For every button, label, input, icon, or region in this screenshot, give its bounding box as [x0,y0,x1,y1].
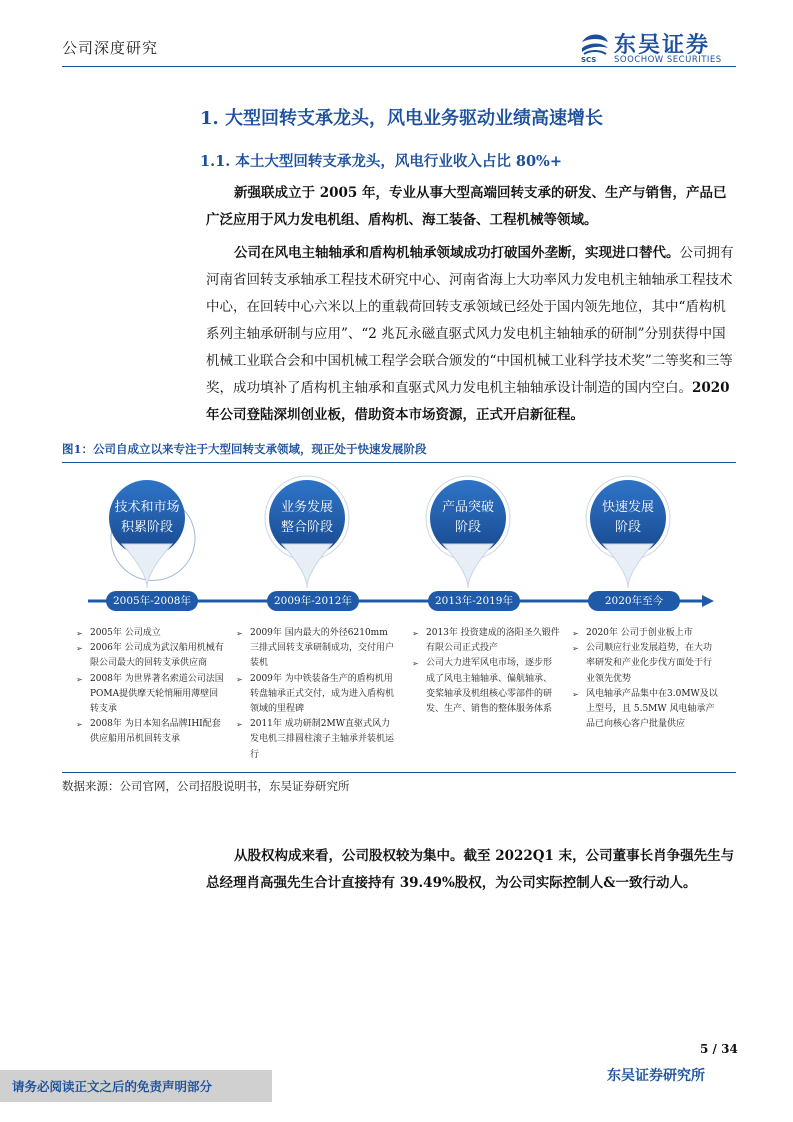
breakthrough-paragraph [206,240,738,429]
stage-1-name [107,498,187,538]
event-item: ➢ 2005年 公司成立 [76,626,224,641]
logo-abbreviation: SCS [581,56,597,64]
stage-3-name-line2: 阶段 [454,520,481,535]
stage-2-events [236,626,396,763]
stage-1-name-line1: 技术和市场 [114,500,180,515]
stage-4-events [572,626,720,732]
stage-4-period: 2020年至今 [588,591,680,611]
event-item: ➢ 公司顺应行业发展趋势，在大功率研发和产业化步伐方面处于行业领先优势 [572,641,720,687]
intro-paragraph [206,180,738,234]
header-divider [62,66,736,67]
event-item: ➢ 2011年 成功研制2MW直驱式风力发电机三排圆柱滚子主轴承并装机运行 [236,717,396,763]
page-number: 5 / 34 [700,1042,738,1056]
section-heading: 1. 大型回转支承龙头，风电业务驱动业绩高速增长 [200,108,604,129]
stage-3-period: 2013年-2019年 [428,591,520,611]
logo-english-name: SOOCHOW SECURITIES [614,55,722,65]
figure-source: 数据来源：公司官网，公司招股说明书，东吴证券研究所 [62,779,350,793]
stage-4-name [588,498,668,538]
stage-2-period: 2009年-2012年 [267,591,359,611]
breakthrough-tail: 2020 年公司登陆深圳创业板，借助资本市场资源，正式开启新征程。 [206,380,730,423]
shareholding-paragraph [206,843,738,897]
stage-1-name-line2: 积累阶段 [120,520,173,535]
event-item: ➢ 公司大力进军风电市场，逐步形成了风电主轴轴承、偏航轴承、变桨轴承及机组核心零部件的研发、生产、销售的整体服务体系 [412,656,560,717]
event-item: ➢ 2008年 为世界著名索道公司法国POMA提供摩天轮悄厢用薄壁回转支承 [76,672,224,718]
event-item: ➢ 2013年 投资建成的洛阳圣久锻件有限公司正式投产 [412,626,560,656]
stage-2-name [267,498,347,538]
stage-1-period: 2005年-2008年 [106,591,198,611]
stage-1-events [76,626,224,748]
report-section-label: 公司深度研究 [62,39,159,57]
event-item: ➢ 2009年 为中铁装备生产的盾构机用转盘轴承正式交付，成为进入盾构机领域的里程碑 [236,672,396,718]
event-item: ➢ 2020年 公司于创业板上市 [572,626,720,641]
stage-3-name [428,498,508,538]
logo-chinese-name: 东吴证券 [614,33,711,58]
timeline-arrow-icon [702,595,714,607]
figure-bottom-rule [62,772,736,773]
event-item: ➢ 2009年 国内最大的外径6210mm三排式回转支承研制成功，交付用户装机 [236,626,396,672]
footer-disclaimer: 请务必阅读正文之后的免责声明部分 [12,1079,213,1094]
event-item: ➢ 风电轴承产品集中在3.0MW及以上型号，且 5.5MW 风电轴承产品已向核心客户批量供应 [572,687,720,733]
stage-4-name-line1: 快速发展 [601,500,654,515]
shareholding-text: 从股权构成来看，公司股权较为集中。截至 2022Q1 末，公司董事长肖争强先生与总经理肖高强先生合计直接持有 39.49%股权，为公司实际控制人&一致行动人。 [206,848,735,891]
stage-4-name-line2: 阶段 [614,520,641,535]
stage-3-name-line1: 产品突破 [441,500,494,515]
subsection-heading: 1.1. 本土大型回转支承龙头，风电行业收入占比 80%+ [200,153,562,170]
figure-title: 图1：公司自成立以来专注于大型回转支承领域，现正处于快速发展阶段 [62,442,427,456]
footer-institute: 东吴证券研究所 [607,1068,705,1084]
event-item: ➢ 2008年 为日本知名品牌IHI配套供应船用吊机回转支承 [76,717,224,747]
breakthrough-body: 公司拥有河南省回转支承轴承工程技术研究中心、河南省海上大功率风力发电机主轴轴承工程技术中心，在回转中心六米以上的重载荷回转支承领域已经处于国内领先地位，其中“盾构机系列主轴承研制与应用”、“2 兆瓦永磁直驱式风力发电机主轴轴承的研制”分别获得中国机械工业联合会和中国机械工程学会联合颁发的“中国机械工业科学技术奖”二等奖和三等奖，成功填补了盾构机主轴承和直驱式风力发电机主轴轴承设计制造的国内空白。 [206,245,734,396]
stage-2-name-line2: 整合阶段 [280,520,333,535]
stage-2-name-line1: 业务发展 [280,500,333,515]
breakthrough-lead: 公司在风电主轴轴承和盾构机轴承领域成功打破国外垄断，实现进口替代。 [234,245,680,261]
intro-text: 新强联成立于 2005 年，专业从事大型高端回转支承的研发、生产与销售，产品已广泛应用于风力发电机组、盾构机、海工装备、工程机械等领域。 [206,185,727,228]
stage-3-events [412,626,560,717]
event-item: ➢ 2006年 公司成为武汉船用机械有限公司最大的回转支承供应商 [76,641,224,671]
